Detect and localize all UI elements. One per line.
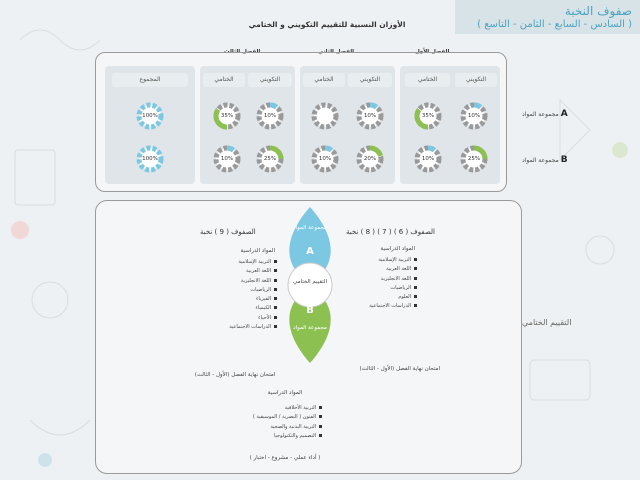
left-subjects-list — [170, 258, 280, 332]
list-item: اللغة الانجليزية — [340, 275, 420, 284]
b-subjects-list — [220, 404, 325, 441]
list-item: التربية الإسلامية — [170, 258, 280, 267]
header-title: صفوف النخبة — [564, 4, 632, 18]
ring-b-t1-summative: 10% — [413, 144, 443, 178]
ring-a-total: 100% — [135, 101, 165, 135]
header-tag — [455, 0, 640, 34]
list-item: اللغة العربية — [170, 267, 280, 276]
list-item: الرياضيات — [170, 286, 280, 295]
term-label-3: الفصل الثالث — [224, 49, 261, 55]
group-b-letter: B — [560, 155, 568, 165]
term-label-2: الفصل الثاني — [318, 49, 355, 55]
list-item: اللغة العربية — [340, 265, 420, 274]
ring-a-t2-formative: 10% — [355, 101, 385, 135]
ring-b-t3-summative: 10% — [212, 144, 242, 178]
term-3-summative-head: الختامي — [203, 73, 245, 87]
list-item: الفيزياء — [170, 295, 280, 304]
term-2-formative-head: التكويني — [348, 73, 392, 87]
term-1-formative-head: التكويني — [455, 73, 497, 87]
ring-b-t2-formative: 20% — [355, 144, 385, 178]
side-label: التقييم الختامي — [522, 318, 572, 327]
group-a-letter: A — [560, 109, 568, 119]
term-3-formative-head: التكويني — [248, 73, 292, 87]
ring-b-t3-formative: 25% — [255, 144, 285, 178]
list-item: الدراسات الاجتماعية — [170, 323, 280, 332]
term-1-summative-head: الختامي — [405, 73, 450, 87]
ring-a-t1-summative: 35% — [413, 101, 443, 135]
list-item: الرياضيات — [340, 284, 420, 293]
list-item: العلوم — [340, 293, 420, 302]
ring-a-t3-summative: 35% — [212, 101, 242, 135]
center-a-letter: A — [306, 246, 314, 257]
list-item: التربية البدنية والصحية — [220, 423, 325, 432]
center-b-letter: B — [306, 305, 314, 316]
list-item: الفنون ( البصرية / الموسيقية ) — [220, 413, 325, 422]
left-exam: امتحان نهاية الفصل (الأول - الثالث) — [194, 372, 276, 378]
list-item: التربية الإسلامية — [340, 256, 420, 265]
main-title: الأوزان النسبية للتقييم التكويني و الختامي — [248, 20, 406, 29]
center-b-label: مجموعة المواد — [293, 325, 327, 331]
right-exam: امتحان نهاية الفصل (الأول - الثالث) — [359, 366, 440, 372]
list-item: اللغة الانجليزية — [170, 277, 280, 286]
ring-b-t1-formative: 25% — [459, 144, 489, 178]
term-2-summative-head: الختامي — [303, 73, 345, 87]
center-mid-label: التقييم الختامي — [293, 279, 327, 285]
list-item: الدراسات الاجتماعية — [340, 302, 420, 311]
list-item: الأحياء — [170, 314, 280, 323]
group-a-text: مجموعة المواد — [522, 111, 559, 118]
ring-b-t2-summative: 10% — [310, 144, 340, 178]
right-head: الصفوف ( 6 ) ( 7 ) ( 8 ) نخبة — [346, 228, 435, 236]
ring-a-t2-summative — [310, 101, 340, 135]
list-item: التصميم والتكنولوجيا — [220, 432, 325, 441]
footer-note: ( أداء عملي - مشروع - اختبار ) — [249, 455, 321, 461]
term-label-1: الفصل الأول — [415, 49, 450, 55]
ring-a-t3-formative: 10% — [255, 101, 285, 135]
group-b-label — [522, 155, 568, 165]
left-subjects-head: المواد الدراسية — [240, 248, 275, 254]
ring-b-total: 100% — [135, 144, 165, 178]
right-subjects-list — [340, 256, 420, 312]
right-subjects-head: المواد الدراسية — [380, 246, 415, 252]
group-b-text: مجموعة المواد — [522, 157, 559, 164]
left-head: الصفوف ( 9 ) نخبة — [200, 228, 256, 236]
list-item: الكيمياء — [170, 304, 280, 313]
center-a-label: مجموعة المواد — [293, 225, 327, 231]
list-item: التربية الأخلاقية — [220, 404, 325, 413]
total-head: المجموع — [112, 73, 188, 87]
ring-a-t1-formative: 10% — [459, 101, 489, 135]
b-subjects-head: المواد الدراسية — [267, 390, 303, 396]
header-subtitle: ( السادس - السابع - الثامن - التاسع ) — [477, 19, 632, 30]
group-a-label — [522, 109, 568, 119]
